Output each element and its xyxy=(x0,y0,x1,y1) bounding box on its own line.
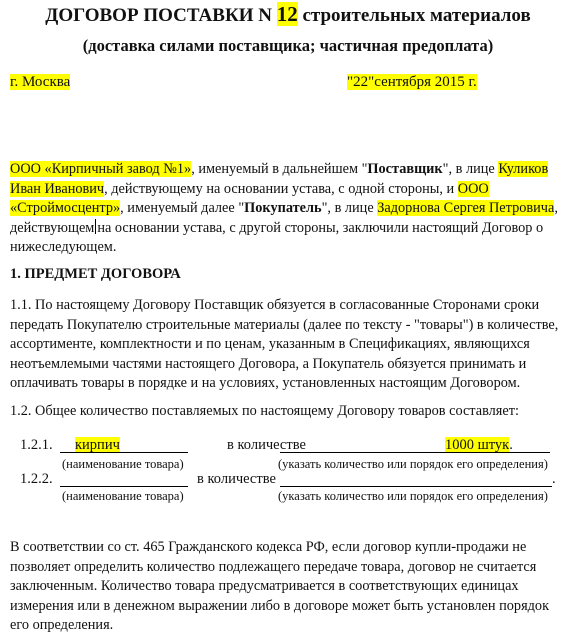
contract-number: 12 xyxy=(276,2,298,26)
item-2-product-caption: (наименование товара) xyxy=(62,489,184,503)
item-2-number: 1.2.2. xyxy=(20,471,53,487)
title-prefix: ДОГОВОР ПОСТАВКИ N xyxy=(45,5,272,26)
item-1-qty-line xyxy=(280,438,550,453)
supplier-name: ООО «Кирпичный завод №1» xyxy=(10,161,192,177)
contract-date: "22"сентября 2015 г. xyxy=(347,74,477,90)
contract-city: г. Москва xyxy=(10,74,71,90)
clause-1-1: 1.1. По настоящему Договору Поставщик обязуется в согласованные Сторонами сроки передать Покупателю строительные материалы (далее по тексту - "товары") в количестве, ассортименте, комплектности и по ценам, указанным в Спецификациях, являющихся неотъемлемыми частями настоящего Договора, а Покупатель обязуется принимать и оплачивать товары в порядке и на условиях, установленных настоящим Договором. xyxy=(10,297,559,392)
legal-note-paragraph: В соответствии со ст. 465 Гражданского кодекса РФ, если договор купли-продажи не позволяет определить количество подлежащего передаче товара, договор не считается заключенным. Количество товара предусматривается в соответствующих единицах измерения или в денежном выражении либо в договоре может быть установлен порядок его определения. xyxy=(10,539,550,634)
item-1-qty-label: в количестве xyxy=(227,437,306,453)
item-1-number: 1.2.1. xyxy=(20,437,53,453)
title-suffix: строительных материалов xyxy=(302,5,531,26)
item-1-product-caption: (наименование товара) xyxy=(62,457,184,471)
contract-subtitle: (доставка силами поставщика; частичная предоплата) xyxy=(82,36,494,55)
contract-title xyxy=(0,2,576,27)
item-1-qty-caption: (указать количество или порядок его определения) xyxy=(278,457,548,471)
item-1-product-line xyxy=(60,438,188,453)
buyer-representative: Задорнова Сергея Петровича xyxy=(377,200,555,217)
parties-paragraph: ООО «Кирпичный завод №1», именуемый в дальнейшем "Поставщик", в лице Куликов Иван Иванович, действующему на основании устава, с одной стороны, и ООО «Строймосцентр», именуемый далее "Покупатель", в лице Задорнова Сергея Петровича, действующем на основании устава, с другой стороны, заключили настоящий Договор о нижеследующем. xyxy=(10,161,558,256)
item-2-qty-label: в количестве xyxy=(197,471,276,487)
section-heading: 1. ПРЕДМЕТ ДОГОВОРА xyxy=(10,266,181,282)
item-2-qty-caption: (указать количество или порядок его определения) xyxy=(278,489,548,503)
supplier-representative: Куликов Иван Иванович xyxy=(10,161,549,197)
item-2-qty-field[interactable] xyxy=(280,472,552,487)
clause-1-2: 1.2. Общее количество поставляемых по настоящему Договору товаров составляет: xyxy=(10,403,519,419)
supplier-role: Поставщик xyxy=(367,161,443,177)
buyer-role: Покупатель xyxy=(244,200,322,217)
item-1-qty: 1000 штук. xyxy=(445,437,513,453)
buyer-name: ООО «Строймосцентр» xyxy=(10,180,489,217)
item-1-product: кирпич xyxy=(75,437,120,453)
item-2-dot: . xyxy=(552,471,556,487)
item-2-product-field[interactable] xyxy=(60,472,188,487)
